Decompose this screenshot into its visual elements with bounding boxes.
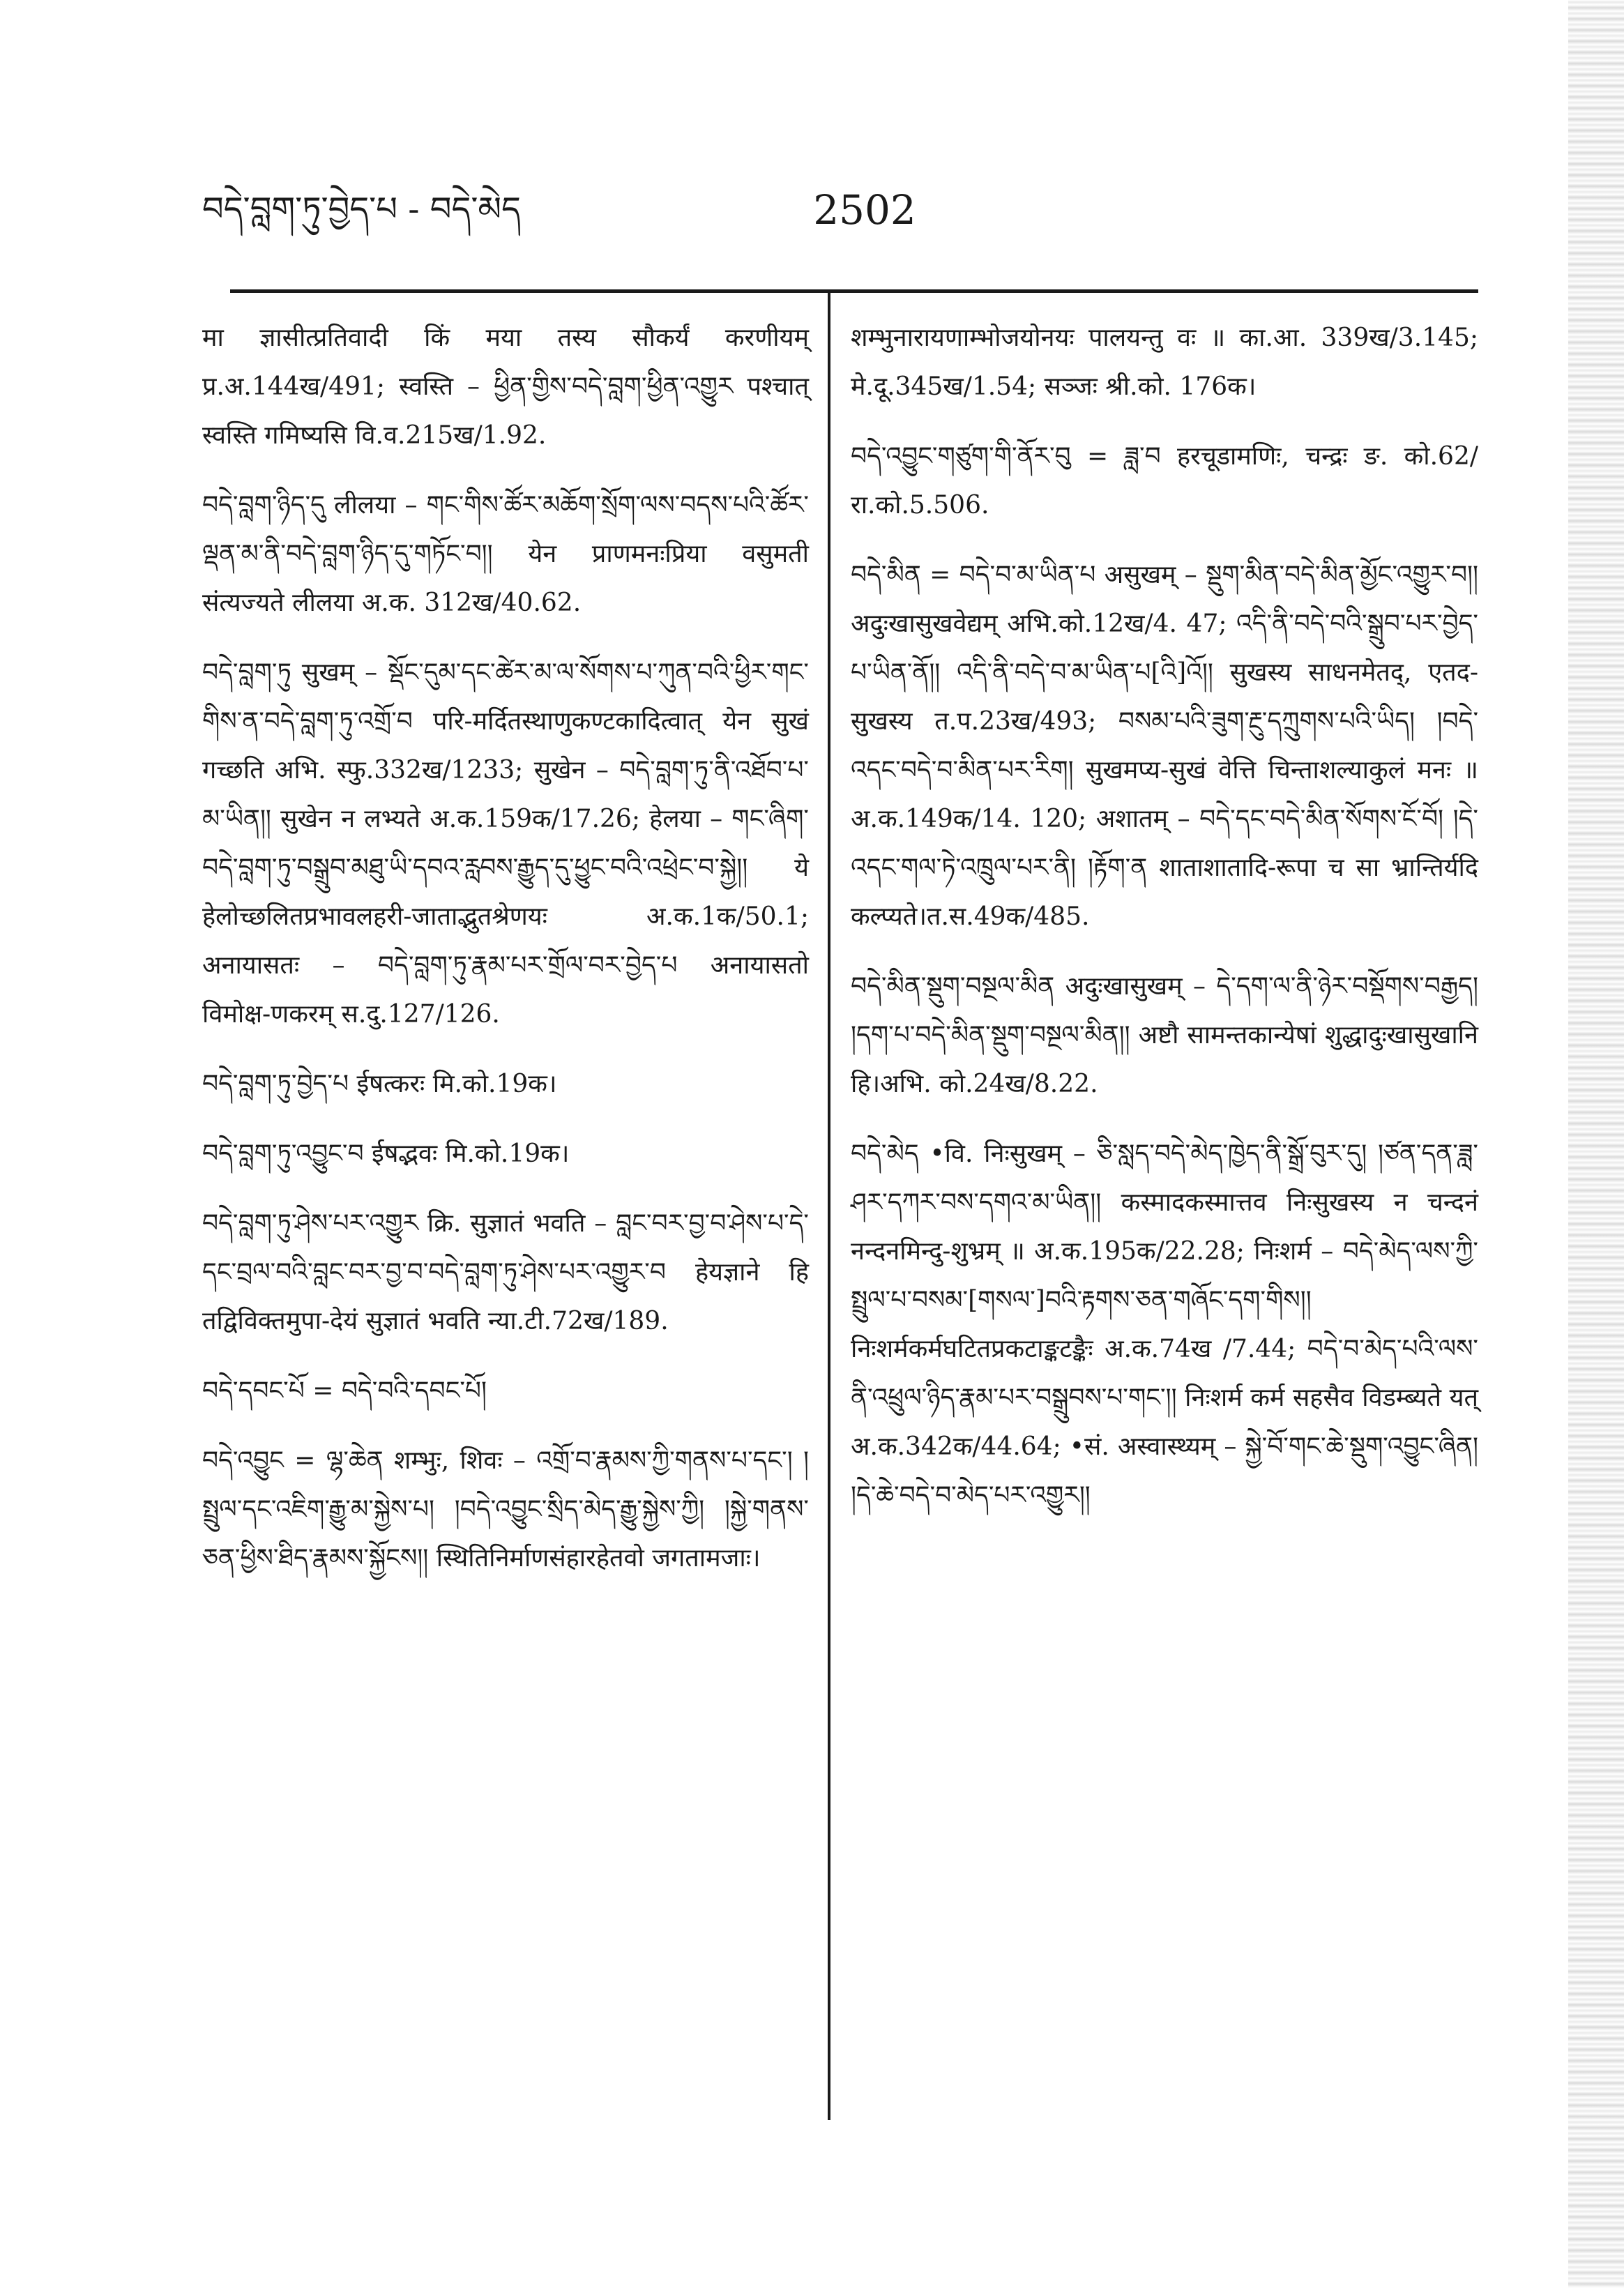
running-head: བདེ་བླག་ཏུ་བྱེད་པ - བདེ་མེད	[202, 190, 521, 229]
dictionary-entry: བདེ་མིན = བདེ་བ་མ་ཡིན་པ असुखम् – སྡུག་མིན་བདེ་མིན་མྱོང་འགྱུར་བ།། अदुःखासुखवेद्यम् अभि.को.12ख/4. 47; འདི་ནི་བདེ་བའི་སྒྲུབ་པར་བྱེད་པ་ཡིན་ནོ།། འདི་ནི་བདེ་བ་མ་ཡིན་པ[འི]འོ།། सुखस्य साधनमेतद्, एतद-सुखस्य त.प.23ख/493; བསམ་པའི་ཟུག་རྔུ་དཀྲུགས་པའི་ཡིད། །བདེ་འདང་བདེ་བ་མིན་པར་རིག། सुखमप्य-सुखं वेत्ति चिन्ताशल्याकुलं मनः ॥ अ.क.149क/14. 120; अशातम् – བདེ་དང་བདེ་མིན་སོགས་ངོ་བོ། །དེ་འདང་གལ་ཏེ་འཁྲུལ་པར་ནི། །རྟོག་ན शाताशातादि-रूपा च सा भ्रान्तिर्यदि कल्प्यते।त.स.49क/485.	[851, 561, 1478, 931]
dictionary-entry: བདེ་བླག་ཏུ་འབྱུང་བ ईषद्भवः मि.को.19क।	[202, 1139, 570, 1168]
dictionary-entry: བདེ་འབྱུང = ལྷ་ཆེན शम्भुः, शिवः – འགྲོ་བ་རྣམས་ཀྱི་གནས་པ་དང་། །སྤྲུལ་དང་འཇིག་རྒྱུ་མ་སྐྱེས་པ། །བདེ་འབྱུང་སྲིད་མེད་རྒྱུ་སྐྱེས་ཀྱི། །སྐྱེ་གནས་ཅན་ཕྱིས་ཐིད་རྣམས་སྐྱོངས།། स्थितिनिर्माणसंहारहेतवो जगतामजाः।	[202, 1446, 809, 1573]
dictionary-entry: शम्भुनारायणाम्भोजयोनयः पालयन्तु वः ॥ का.आ. 339ख/3.145; मे.दू.345ख/1.54; सञ्जः श्री.को. 176क।	[851, 324, 1478, 401]
dictionary-entry: བདེ་མིན་སྡུག་བསྔལ་མིན अदुःखासुखम् – དེ་དག་ལ་ནི་ཉེར་བསྡོགས་བརྒྱད། །དག་པ་བདེ་མིན་སྡུག་བསྔལ་མིན།། अष्टौ सामन्तकान्येषां शुद्धादुःखासुखानि हि।अभि. को.24ख/8.22.	[851, 972, 1478, 1098]
dictionary-entry: བདེ་མེད •वि. निःसुखम् – ཅི་སླད་བདེ་མེད་ཁྱེད་ནི་སྒྲོ་བུར་དུ། །ཙན་དན་ཟླ་ཤར་དཀར་བས་དགའ་མ་ཡིན།། कस्मादकस्मात्तव निःसुखस्य न चन्दनं नन्दनमिन्दु-शुभ्रम् ॥ अ.क.195क/22.28; निःशर्म – བདེ་མེད་ལས་ཀྱི་སྤྲུལ་པ་བསམ་[གསལ་]བའི་རྟགས་ཅན་གཞོང་དག་གིས།། निःशर्मकर्मघटितप्रकटाङ्कटङ्कैः अ.क.74ख /7.44; བདེ་བ་མེད་པའི་ལས་ནི་འཕྲུལ་ཉིད་རྣམ་པར་བསྒྲུབས་པ་གང་།། निःशर्म कर्म सहसैव विडम्ब्यते यत् अ.क.342क/44.64; •सं. अस्वास्थ्यम् – སྐྱེ་བོ་གང་ཆེ་སྡུག་འབྱུང་ཞིན། །དེ་ཆེ་བདེ་བ་མེད་པར་འགྱུར།།	[851, 1139, 1478, 1510]
dictionary-entry: བདེ་བླག་ཏུ་ཤེས་པར་འགྱུར क्रि. सुज्ञातं भवति – བླང་བར་བྱ་བ་ཤེས་པ་དེ་དང་བྲལ་བའི་བླང་བར་བྱ་བ་བདེ་བླག་ཏུ་ཤེས་པར་འགྱུར་བ हेयज्ञाने हि तद्विविक्तमुपा-देयं सुज्ञातं भवति न्या.टी.72ख/189.	[202, 1209, 809, 1335]
left-column	[202, 314, 809, 1604]
dictionary-entry: བདེ་དབང་པོ = བདེ་བའི་དབང་པོ།	[202, 1377, 487, 1405]
dictionary-entry: བདེ་བླག་ཉིད་དུ लीलया – གང་གིས་ཚོར་མཆོག་སྲོག་ལས་བདས་པའི་ཚོར་ལྡན་མ་ནི་བདེ་བླག་ཉིད་དུ་གཏོང་བ།། येन प्राणमनःप्रिया वसुमती संत्यज्यते लीलया अ.क. 312ख/40.62.	[202, 491, 809, 617]
page-number: 2502	[813, 186, 916, 234]
scan-edge-artifact	[1568, 0, 1624, 2288]
header-rule	[230, 289, 1478, 293]
dictionary-entry: བདེ་འབྱུང་གཙུག་གི་ནོར་བུ = ཟླ་བ हरचूडामणिः, चन्द्रः ङ. को.62/रा.को.5.506.	[851, 442, 1478, 520]
dictionary-entry: བདེ་བླག་ཏུ་བྱེད་པ ईषत्करः मि.को.19क।	[202, 1070, 557, 1098]
dictionary-entry: བདེ་བླག་ཏུ सुखम् – སྡོང་དུམ་དང་ཚེར་མ་ལ་སོགས་པ་ཀུན་བའི་ཕྱིར་གང་གིས་ན་བདེ་བླག་ཏུ་འགྲོ་བ परि-मर्दितस्थाणुकण्टकादित्वात् येन सुखं गच्छति अभि. स्फु.332ख/1233; सुखेन – བདེ་བླག་ཏུ་ནི་འཐོབ་པ་མ་ཡིན།། सुखेन न लभ्यते अ.क.159क/17.26; हेलया – གང་ཞིག་བདེ་བླག་ཏུ་བསྒྲུབ་མཐུ་ཡི་དབའ་རླབས་རྒྱུད་དུ་ཕྱུང་བའི་འཕྲེང་བ་སྐྱེ།། ये हेलोच्छलितप्रभावलहरी-जाताद्भुतश्रेणयः अ.क.1क/50.1; अनायासतः – བདེ་བླག་ཏུ་རྣམ་པར་གྲོལ་བར་བྱེད་པ अनायासतो विमोक्ष-णकरम् स.दु.127/126.	[202, 658, 809, 1029]
column-divider	[828, 293, 830, 2120]
right-column	[851, 314, 1478, 1541]
dictionary-entry: मा ज्ञासीत्प्रतिवादी किं मया तस्य सौकर्यं करणीयम् प्र.अ.144ख/491; स्वस्ति – ཕྱིན་གྱིས་བདེ་བླག་ཕྱིན་འགྱུར पश्चात् स्वस्ति गमिष्यसि वि.व.215ख/1.92.	[202, 324, 809, 450]
